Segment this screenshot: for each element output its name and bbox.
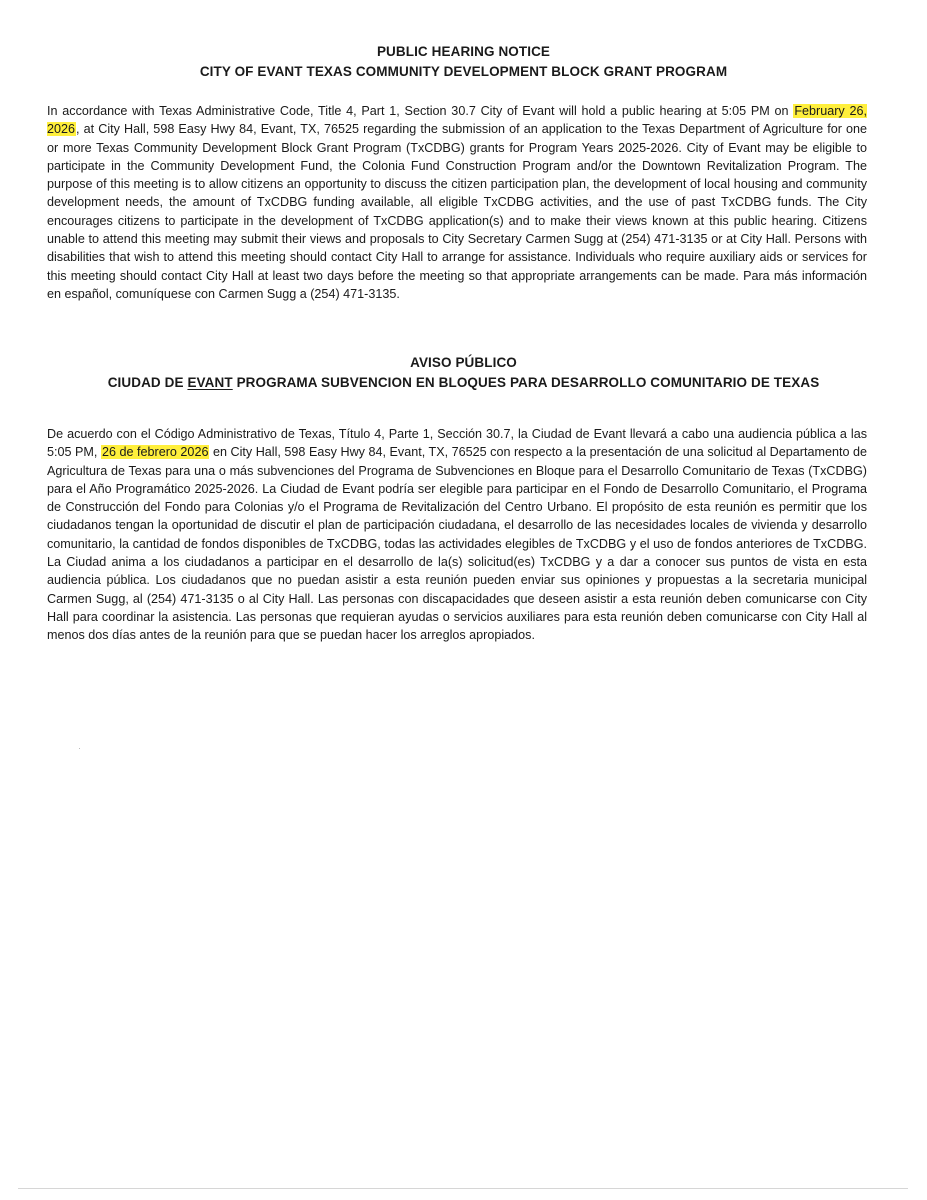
spanish-subtitle-suffix: PROGRAMA SUBVENCION EN BLOQUES PARA DESARROLLO COMUNITARIO DE TEXAS <box>232 375 820 390</box>
english-hearing-date: February 26, 2026 <box>47 104 867 137</box>
spanish-heading <box>0 353 927 393</box>
english-body <box>47 102 867 303</box>
english-subtitle: CITY OF EVANT TEXAS COMMUNITY DEVELOPMENT BLOCK GRANT PROGRAM <box>199 64 728 79</box>
english-heading <box>0 42 927 82</box>
spanish-hearing-date: 26 de febrero 2026 <box>101 445 209 460</box>
spanish-body-intro: De acuerdo con el Código Administrativo de Texas, Título 4, Parte 1, Sección 30.7, la Ciudad de Evant llevará a cabo una audiencia pública a las 5:05 PM, <box>47 427 867 460</box>
spanish-subtitle-city: EVANT <box>187 375 233 390</box>
scan-speck <box>79 748 80 749</box>
english-body-rest: , at City Hall, 598 Easy Hwy 84, Evant, TX, 76525 regarding the submission of an application to the Texas Department of Agriculture for one or more Texas Community Development Block Grant Program (TxCDBG) grants for Program Years 2025-2026. City of Evant may be eligible to participate in the Community Development Fund, the Colonia Fund Construction Program and/or the Downtown Revitalization Program. The purpose of this meeting is to allow citizens an opportunity to discuss the citizen participation plan, the development of local housing and community development needs, the amount of TxCDBG funding available, all eligible TxCDBG activities, and the use of past TxCDBG funds. The City encourages citizens to participate in the development of TxCDBG application(s) and to make their views known at this public hearing. Citizens unable to attend this meeting may submit their views and proposals to City Secretary Carmen Sugg at (254) 471-3135 or at City Hall. Persons with disabilities that wish to attend this meeting should contact City Hall to arrange for assistance. Individuals who require auxiliary aids or services for this meeting should contact City Hall at least two days before the meeting so that appropriate arrangements can be made. Para más información en español, comuníquese con Carmen Sugg a (254) 471-3135. <box>47 122 867 301</box>
spanish-subtitle-prefix: CIUDAD DE <box>107 375 188 390</box>
english-title: PUBLIC HEARING NOTICE <box>376 44 551 59</box>
spanish-subtitle <box>0 373 927 393</box>
spanish-body-rest: en City Hall, 598 Easy Hwy 84, Evant, TX, 76525 con respecto a la presentación de una solicitud al Departamento de Agricultura de Texas para una o más subvenciones del Programa de Subvenciones en Bloque para el Desarrollo Comunitario de Texas (TxCDBG) para el Año Programático 2025-2026. La Ciudad de Evant podría ser elegible para participar en el Fondo de Desarrollo Comunitario, el Programa de Construcción del Fondo para Colonias y/o el Programa de Revitalización del Centro Urbano. El propósito de esta reunión es permitir que los ciudadanos tengan la oportunidad de discutir el plan de participación ciudadana, el desarrollo de las necesidades locales de vivienda y desarrollo comunitario, la cantidad de fondos disponibles de TxCDBG, todas las actividades elegibles de TxCDBG y el uso de fondos anteriores de TxCDBG. La Ciudad anima a los ciudadanos a participar en el desarrollo de la(s) solicitud(es) TxCDBG y a dar a conocer sus puntos de vista en esta audiencia pública. Los ciudadanos que no puedan asistir a esta reunión pueden enviar sus opiniones y propuestas a la secretaria municipal Carmen Sugg, al (254) 471-3135 o al City Hall. Las personas con discapacidades que deseen asistir a esta reunión deben comunicarse con City Hall para coordinar la asistencia. Las personas que requieran ayudas o servicios auxiliares para esta reunión deben comunicarse con City Hall al menos dos días antes de la reunión para que se puedan hacer los arreglos apropiados. <box>47 445 868 643</box>
spanish-title: AVISO PÚBLICO <box>410 355 517 370</box>
english-body-intro: In accordance with Texas Administrative Code, Title 4, Part 1, Section 30.7 City of Evant will hold a public hearing at 5:05 PM on <box>47 104 794 118</box>
page-bottom-edge <box>18 1188 908 1189</box>
spanish-body <box>47 425 867 645</box>
